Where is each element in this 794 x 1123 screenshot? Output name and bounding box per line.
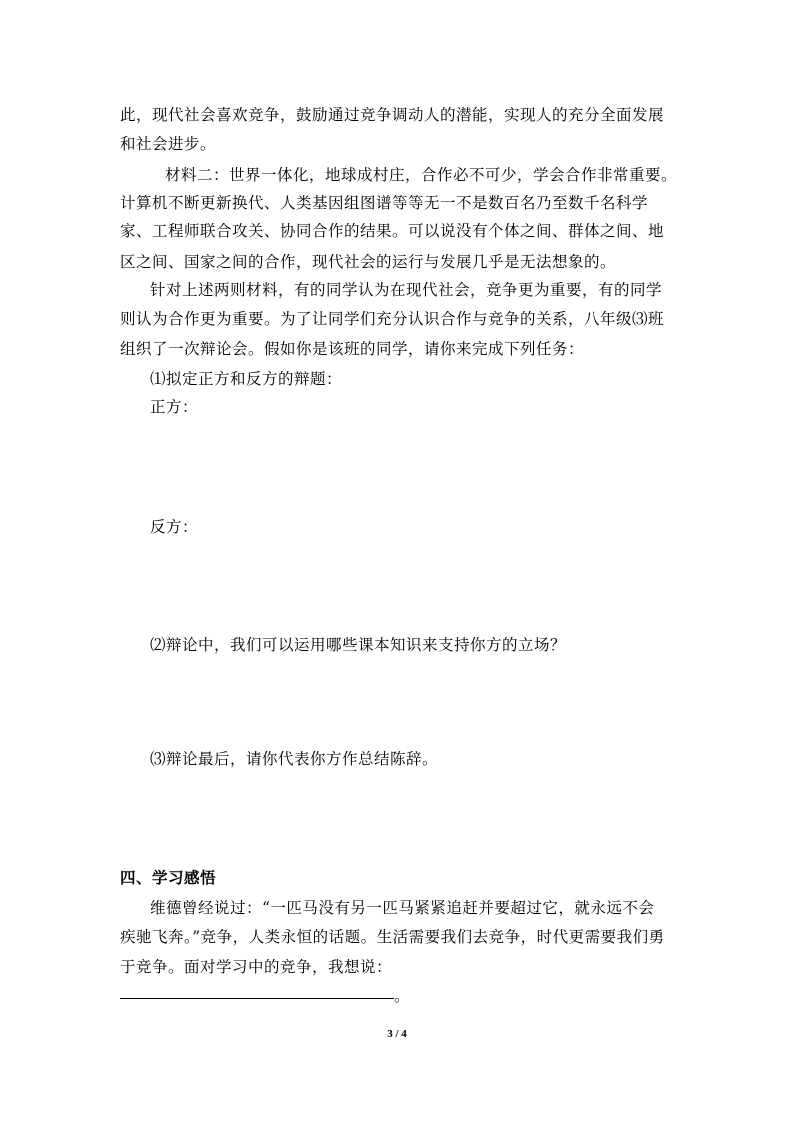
page-number: 3 / 4	[387, 1028, 407, 1040]
paragraph-line: 则认为合作更为重要。为了让同学们充分认识合作与竞争的关系，八年级⑶班	[120, 310, 665, 328]
task-three-prompt: ⑶辩论最后，请你代表你方作总结陈辞。	[150, 750, 439, 768]
paragraph-line: 针对上述两则材料，有的同学认为在现代社会，竞争更为重要，有的同学	[150, 281, 663, 299]
material-two-line: 材料二：世界一体化，地球成村庄，合作必不可少，学会合作非常重要。	[165, 166, 678, 184]
section-heading: 四、学习感悟	[120, 869, 217, 887]
paragraph-line: 计算机不断更新换代、人类基因组图谱等等无一不是数百名乃至数千名科学	[120, 194, 649, 212]
paragraph-line: 区之间、国家之间的合作，现代社会的运行与发展几乎是无法想象的。	[120, 253, 617, 271]
paragraph-line: 家、工程师联合攻关、协同合作的结果。可以说没有个体之间、群体之间、地	[120, 222, 665, 240]
paragraph-line: 此，现代社会喜欢竞争，鼓励通过竞争调动人的潜能，实现人的充分全面发展	[120, 106, 665, 124]
closing-line: 于竞争。面对学习中的竞争，我想说：	[120, 958, 393, 976]
paragraph-line: 和社会进步。	[120, 135, 217, 153]
answer-blank[interactable]	[120, 998, 394, 999]
closing-line: 维德曾经说过：“一匹马没有另一匹马紧紧追赶并要超过它，就永远不会	[150, 899, 655, 917]
blank-period: 。	[394, 987, 410, 1005]
closing-line: 疾驰飞奔。”竞争，人类永恒的话题。生活需要我们去竞争，时代更需要我们勇	[120, 928, 665, 946]
negative-label: 反方：	[150, 518, 199, 536]
paragraph-line: 组织了一次辩论会。假如你是该班的同学，请你来完成下列任务：	[120, 340, 585, 358]
task-two-prompt: ⑵辩论中，我们可以运用哪些课本知识来支持你方的立场？	[150, 636, 567, 654]
task-one-prompt: ⑴拟定正方和反方的辩题：	[150, 370, 343, 388]
affirmative-label: 正方：	[150, 398, 199, 416]
